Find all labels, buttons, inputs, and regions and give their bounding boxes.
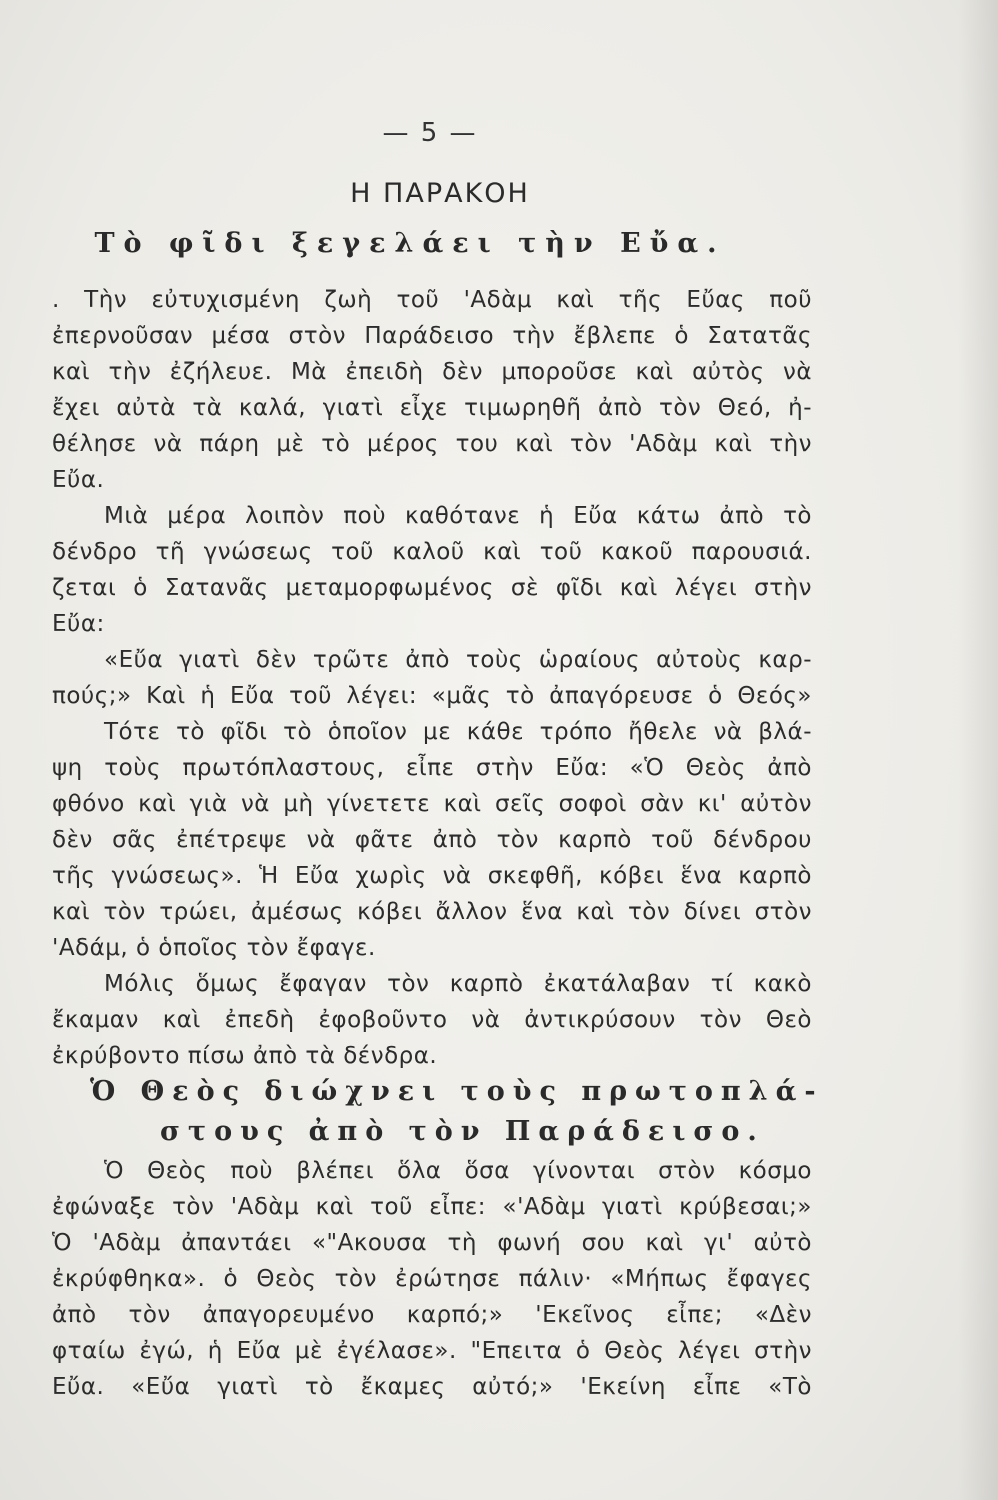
text-line: 'Αδάμ, ὁ ὁποῖος τὸν ἔφαγε. (52, 935, 376, 961)
text-line: Ὁ Θεὸς ποὺ βλέπει ὅλα ὅσα γίνονται στὸν κόσμο (104, 1158, 812, 1184)
body-text-block-1 (52, 282, 812, 1074)
text-line: Μόλις ὅμως ἔφαγαν τὸν καρπὸ ἐκατάλαβαν τί κακὸ (104, 971, 812, 997)
section-heading (90, 1072, 824, 1152)
text-line: Εὔα. (52, 467, 105, 493)
text-line: ἀπὸ τὸν ἀπαγορευμένο καρπό;» 'Εκεῖνος εἶπε; «Δὲν (52, 1302, 812, 1328)
text-line: Εὔα. «Εὔα γιατὶ τὸ ἔκαμες αὐτό;» 'Εκείνη εἶπε «Τὸ (52, 1374, 812, 1400)
text-line: ἐπερνοῦσαν μέσα στὸν Παράδεισο τὴν ἔβλεπε ὁ Σατατᾶς (52, 323, 812, 349)
section-heading-line-2: στους ἀπὸ τὸν Παράδεισο. (160, 1116, 765, 1147)
text-line: ἐφώναξε τὸν 'Αδὰμ καὶ τοῦ εἶπε: «'Αδὰμ γιατὶ κρύβεσαι;» (52, 1194, 812, 1220)
text-line: καὶ τὸν τρώει, ἀμέσως κόβει ἄλλον ἕνα καὶ τὸν δίνει στὸν (52, 899, 812, 925)
text-line: δὲν σᾶς ἐπέτρεψε νὰ φᾶτε ἀπὸ τὸν καρπὸ τοῦ δένδρου (52, 827, 812, 853)
page-title: Η ΠΑΡΑΚΟΗ (350, 178, 530, 209)
text-line: φθόνο καὶ γιὰ νὰ μὴ γίνετετε καὶ σεῖς σοφοὶ σὰν κι' αὐτὸν (52, 791, 812, 817)
text-line: πούς;» Καὶ ἡ Εὔα τοῦ λέγει: «μᾶς τὸ ἀπαγόρευσε ὁ Θεός» (52, 683, 812, 709)
page-edge-shadow (958, 0, 998, 1500)
text-line: ἔχει αὐτὰ τὰ καλά, γιατὶ εἶχε τιμωρηθῆ ἀπὸ τὸν Θεό, ἠ- (52, 395, 812, 421)
text-line: Μιὰ μέρα λοιπὸν ποὺ καθότανε ἡ Εὔα κάτω ἀπὸ τὸ (104, 503, 812, 529)
text-line: Εὔα: (52, 611, 105, 637)
text-line: ἐκρύφθηκα». ὁ Θεὸς τὸν ἐρώτησε πάλιν· «Μήπως ἔφαγες (52, 1266, 812, 1292)
text-line: ζεται ὁ Σατανᾶς μεταμορφωμένος σὲ φῖδι καὶ λέγει στὴν (52, 575, 812, 601)
text-line: «Εὔα γιατὶ δὲν τρῶτε ἀπὸ τοὺς ὡραίους αὐτοὺς καρ- (104, 647, 812, 673)
text-line: φταίω ἐγώ, ἡ Εὔα μὲ ἐγέλασε». "Επειτα ὁ Θεὸς λέγει στὴν (52, 1338, 812, 1364)
text-line: ἔκαμαν καὶ ἐπεδὴ ἐφοβοῦντο νὰ ἀντικρύσουν τὸν Θεὸ (52, 1007, 812, 1033)
text-line: ψη τοὺς πρωτόπλαστους, εἶπε στὴν Εὔα: «Ὁ Θεὸς ἀπὸ (52, 755, 812, 781)
text-line: Τότε τὸ φῖδι τὸ ὁποῖον με κάθε τρόπο ἤθελε νὰ βλά- (104, 719, 812, 745)
text-line: . Τὴν εὐτυχισμένη ζωὴ τοῦ 'Αδὰμ καὶ τῆς Εὔας ποῦ (52, 287, 812, 313)
text-line: ἐκρύβοντο πίσω ἀπὸ τὰ δένδρα. (52, 1043, 438, 1069)
chapter-subtitle: Τὸ φῖδι ξεγελάει τὴν Εὔα. (94, 228, 726, 259)
text-line: θέλησε νὰ πάρη μὲ τὸ μέρος του καὶ τὸν 'Αδὰμ καὶ τὴν (52, 431, 812, 457)
text-line: τῆς γνώσεως». Ἡ Εὔα χωρὶς νὰ σκεφθῆ, κόβει ἕνα καρπὸ (52, 863, 812, 889)
page-number: — 5 — (382, 118, 478, 148)
text-line: δένδρο τῆ γνώσεως τοῦ καλοῦ καὶ τοῦ κακοῦ παρουσιά. (52, 539, 812, 565)
body-text-block-2 (52, 1153, 812, 1405)
text-line: Ὁ 'Αδὰμ ἀπαντάει «"Ακουσα τὴ φωνή σου καὶ γι' αὐτὸ (52, 1230, 812, 1256)
section-heading-line-1: Ὁ Θεὸς διώχνει τοὺς πρωτοπλά- (90, 1076, 824, 1107)
text-line: καὶ τὴν ἐζήλευε. Μὰ ἐπειδὴ δὲν μποροῦσε καὶ αὐτὸς νὰ (52, 359, 812, 385)
